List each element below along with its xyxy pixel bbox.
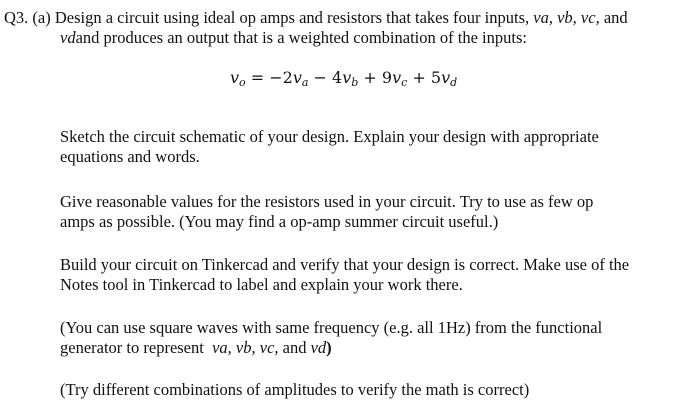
- eq-t2: v: [342, 68, 352, 87]
- eq-lhs-sub: o: [239, 76, 246, 89]
- paragraph-amplitudes: (Try different combinations of amplitudes to verify the math is correct): [60, 380, 530, 399]
- paragraph-square-waves-line2: [60, 338, 332, 358]
- eq-t2-sub: b: [351, 76, 359, 89]
- eq-t3: v: [392, 68, 402, 87]
- square-waves-close: ): [326, 338, 332, 357]
- question-heading-line: [4, 8, 628, 28]
- question-second-text: and produces an output that is a weighted combination of the inputs:: [75, 28, 527, 47]
- eq-op1: − 4: [308, 68, 343, 87]
- paragraph-resistors-line1: Give reasonable values for the resistors used in your circuit. Try to use as few op: [60, 192, 594, 211]
- square-waves-and: and: [282, 338, 307, 357]
- square-waves-prefix: generator to represent: [60, 338, 204, 357]
- paragraph-sketch-line2: equations and words.: [60, 147, 200, 166]
- paragraph-tinkercad-line2: Notes tool in Tinkercad to label and explain your work there.: [60, 275, 463, 294]
- eq-op3: + 5: [407, 68, 442, 87]
- eq-t1: v: [292, 68, 302, 87]
- eq-sign: = −2: [245, 68, 293, 87]
- paragraph-square-waves-line1: (You can use square waves with same frequency (e.g. all 1Hz) from the functional: [60, 318, 603, 337]
- input-and: and: [603, 8, 628, 27]
- output-equation: [230, 68, 457, 93]
- paragraph-resistors-line2: amps as possible. (You may find a op-amp summer circuit useful.): [60, 212, 499, 231]
- square-waves-vars: va, vb, vc,: [212, 338, 279, 357]
- input-vb: vb,: [557, 8, 577, 27]
- eq-t3-sub: c: [401, 76, 408, 89]
- question-second-line: [60, 28, 527, 48]
- input-vd: vd: [60, 28, 76, 47]
- input-va: va,: [533, 8, 553, 27]
- paragraph-tinkercad-line1: Build your circuit on Tinkercad and verify that your design is correct. Make use of the: [60, 255, 630, 274]
- eq-t1-sub: a: [301, 76, 309, 89]
- input-vc: vc,: [580, 8, 600, 27]
- eq-lhs: v: [230, 68, 240, 87]
- square-waves-vd: vd: [310, 338, 327, 357]
- eq-op2: + 9: [358, 68, 393, 87]
- eq-t4-sub: d: [450, 76, 458, 89]
- eq-t4: v: [441, 68, 451, 87]
- paragraph-sketch-line1: Sketch the circuit schematic of your design. Explain your design with appropriate: [60, 127, 599, 146]
- question-prefix: Q3. (a) Design a circuit using ideal op amps and resistors that takes four inputs,: [4, 8, 530, 27]
